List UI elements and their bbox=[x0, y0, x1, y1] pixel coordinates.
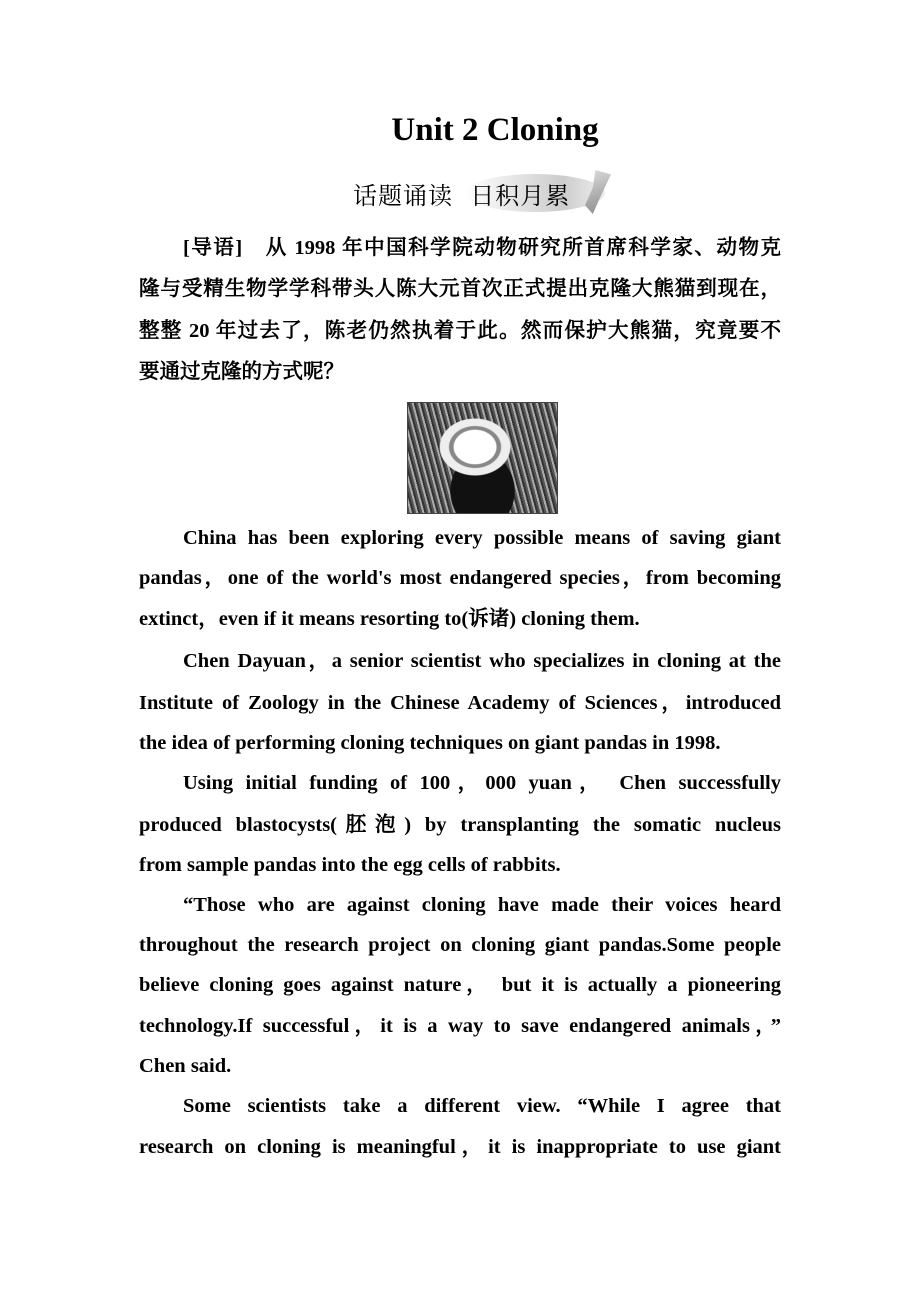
body-line: pandas，one of the world's most endangered species，from becoming bbox=[139, 567, 781, 589]
body-line: research on cloning is meaningful，it is inappropriate to use giant bbox=[139, 1136, 781, 1158]
giant-panda-photo bbox=[407, 402, 558, 514]
intro-line: 整整 20 年过去了，陈老仍然执着于此。然而保护大熊猫，究竟要不 bbox=[139, 320, 781, 342]
body-line: Chen Dayuan，a senior scientist who specializes in cloning at the bbox=[183, 650, 781, 672]
body-line: produced blastocysts(胚泡) by transplanting the somatic nucleus bbox=[139, 814, 781, 836]
banner-text: 话题诵读 日积月累 bbox=[353, 182, 571, 210]
intro-line: 隆与受精生物学学科带头人陈大元首次正式提出克隆大熊猫到现在， bbox=[139, 278, 781, 300]
body-line: believe cloning goes against nature， but it is actually a pioneering bbox=[139, 974, 781, 996]
body-line: the idea of performing cloning techniques on giant pandas in 1998. bbox=[139, 732, 721, 754]
body-line: throughout the research project on cloning giant pandas.Some people bbox=[139, 934, 781, 956]
body-line: “Those who are against cloning have made their voices heard bbox=[183, 894, 781, 916]
intro-line: 要通过克隆的方式呢？ bbox=[139, 361, 344, 383]
unit-title: Unit 2 Cloning bbox=[391, 112, 599, 148]
body-line: Institute of Zoology in the Chinese Academy of Sciences，introduced bbox=[139, 692, 781, 714]
body-line: extinct，even if it means resorting to(诉诸) cloning them. bbox=[139, 608, 640, 630]
section-banner bbox=[345, 170, 615, 216]
body-line: technology.If successful，it is a way to save endangered animals，” bbox=[139, 1015, 781, 1037]
body-line: China has been exploring every possible means of saving giant bbox=[183, 527, 781, 549]
body-line: from sample pandas into the egg cells of rabbits. bbox=[139, 854, 561, 876]
intro-line: [导语] 从 1998 年中国科学院动物研究所首席科学家、动物克 bbox=[183, 237, 781, 259]
body-line: Using initial funding of 100，000 yuan， Chen successfully bbox=[183, 772, 781, 794]
body-line: Some scientists take a different view. “While I agree that bbox=[183, 1095, 781, 1117]
body-line: Chen said. bbox=[139, 1055, 232, 1077]
